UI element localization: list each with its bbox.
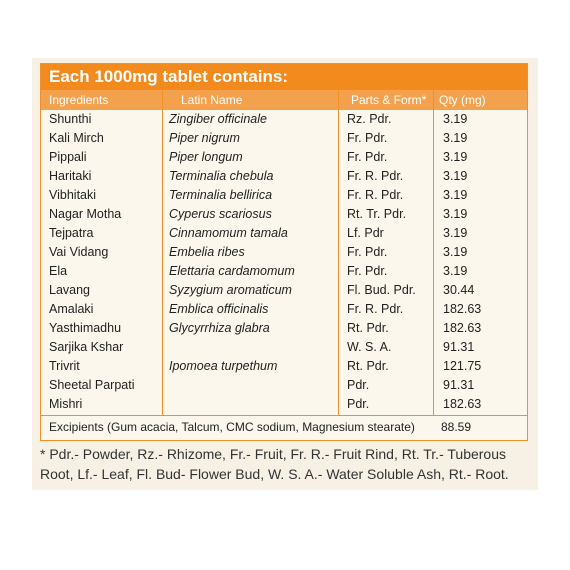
cell-ingredient: Haritaki — [49, 169, 92, 183]
excipients-qty: 88.59 — [441, 420, 472, 434]
table-row — [41, 376, 527, 395]
cell-ingredient: Trivrit — [49, 359, 80, 373]
table-row — [41, 338, 527, 357]
table-row — [41, 300, 527, 319]
cell-part-form: Rz. Pdr. — [347, 112, 392, 126]
cell-qty: 3.19 — [443, 112, 468, 126]
header-latin-name: Latin Name — [181, 93, 243, 107]
header-parts-form: Parts & Form* — [351, 93, 427, 107]
cell-ingredient: Kali Mirch — [49, 131, 104, 145]
cell-qty: 182.63 — [443, 321, 482, 335]
cell-latin-name: Ipomoea turpethum — [169, 359, 278, 373]
cell-qty: 3.19 — [443, 264, 468, 278]
table-row — [41, 205, 527, 224]
table-header-row — [41, 90, 527, 110]
table-row — [41, 148, 527, 167]
excipients-label: Excipients (Gum acacia, Talcum, CMC sodium, Magnesium stearate) — [49, 420, 415, 434]
cell-latin-name: Glycyrrhiza glabra — [169, 321, 270, 335]
cell-latin-name: Piper longum — [169, 150, 243, 164]
footnote-line-1: * Pdr.- Powder, Rz.- Rhizome, Fr.- Fruit, Fr. R.- Fruit Rind, Rt. Tr.- Tuberous — [40, 446, 506, 462]
cell-qty: 3.19 — [443, 150, 468, 164]
cell-qty: 3.19 — [443, 226, 468, 240]
table-row — [41, 319, 527, 338]
cell-ingredient: Sarjika Kshar — [49, 340, 124, 354]
cell-latin-name: Cinnamomum tamala — [169, 226, 288, 240]
cell-ingredient: Vai Vidang — [49, 245, 109, 259]
cell-ingredient: Pippali — [49, 150, 87, 164]
table-row — [41, 262, 527, 281]
table-row — [41, 281, 527, 300]
cell-latin-name: Emblica officinalis — [169, 302, 269, 316]
cell-qty: 182.63 — [443, 302, 482, 316]
table-row — [41, 129, 527, 148]
cell-ingredient: Nagar Motha — [49, 207, 122, 221]
cell-latin-name: Syzygium aromaticum — [169, 283, 292, 297]
cell-part-form: Fr. Pdr. — [347, 131, 388, 145]
cell-latin-name: Piper nigrum — [169, 131, 240, 145]
cell-part-form: Rt. Pdr. — [347, 321, 389, 335]
cell-part-form: W. S. A. — [347, 340, 392, 354]
cell-ingredient: Shunthi — [49, 112, 92, 126]
cell-part-form: Lf. Pdr — [347, 226, 384, 240]
cell-part-form: Fr. Pdr. — [347, 264, 388, 278]
divider — [41, 415, 527, 416]
cell-ingredient: Vibhitaki — [49, 188, 97, 202]
table-row — [41, 243, 527, 262]
header-qty: Qty (mg) — [439, 93, 486, 107]
header-ingredients: Ingredients — [49, 93, 109, 107]
cell-part-form: Rt. Tr. Pdr. — [347, 207, 407, 221]
cell-latin-name: Elettaria cardamomum — [169, 264, 295, 278]
cell-part-form: Pdr. — [347, 397, 370, 411]
cell-qty: 3.19 — [443, 188, 468, 202]
cell-qty: 3.19 — [443, 131, 468, 145]
cell-qty: 3.19 — [443, 245, 468, 259]
table-row — [41, 224, 527, 243]
cell-qty: 3.19 — [443, 169, 468, 183]
cell-latin-name: Zingiber officinale — [169, 112, 267, 126]
cell-part-form: Fr. R. Pdr. — [347, 169, 404, 183]
cell-ingredient: Ela — [49, 264, 68, 278]
table-row — [41, 357, 527, 376]
table-row — [41, 395, 527, 414]
cell-part-form: Pdr. — [347, 378, 370, 392]
cell-part-form: Rt. Pdr. — [347, 359, 389, 373]
footnote-line-2: Root, Lf.- Leaf, Fl. Bud- Flower Bud, W. S. A.- Water Soluble Ash, Rt.- Root. — [40, 466, 509, 482]
table-row — [41, 110, 527, 129]
cell-part-form: Fl. Bud. Pdr. — [347, 283, 416, 297]
cell-qty: 121.75 — [443, 359, 482, 373]
cell-ingredient: Yasthimadhu — [49, 321, 122, 335]
cell-ingredient: Lavang — [49, 283, 91, 297]
cell-ingredient: Amalaki — [49, 302, 94, 316]
cell-qty: 91.31 — [443, 340, 475, 354]
cell-part-form: Fr. Pdr. — [347, 150, 388, 164]
table-row — [41, 167, 527, 186]
cell-ingredient: Mishri — [49, 397, 83, 411]
cell-latin-name: Terminalia chebula — [169, 169, 274, 183]
ingredients-table — [40, 63, 528, 441]
cell-qty: 3.19 — [443, 207, 468, 221]
table-row — [41, 186, 527, 205]
cell-ingredient: Sheetal Parpati — [49, 378, 135, 392]
cell-qty: 91.31 — [443, 378, 475, 392]
cell-qty: 182.63 — [443, 397, 482, 411]
cell-latin-name: Embelia ribes — [169, 245, 245, 259]
cell-ingredient: Tejpatra — [49, 226, 94, 240]
cell-latin-name: Cyperus scariosus — [169, 207, 272, 221]
cell-part-form: Fr. R. Pdr. — [347, 302, 404, 316]
ingredients-card — [32, 58, 538, 490]
cell-part-form: Fr. R. Pdr. — [347, 188, 404, 202]
cell-qty: 30.44 — [443, 283, 475, 297]
table-title: Each 1000mg tablet contains: — [49, 67, 289, 86]
title-bar — [41, 64, 527, 90]
cell-part-form: Fr. Pdr. — [347, 245, 388, 259]
cell-latin-name: Terminalia bellirica — [169, 188, 273, 202]
